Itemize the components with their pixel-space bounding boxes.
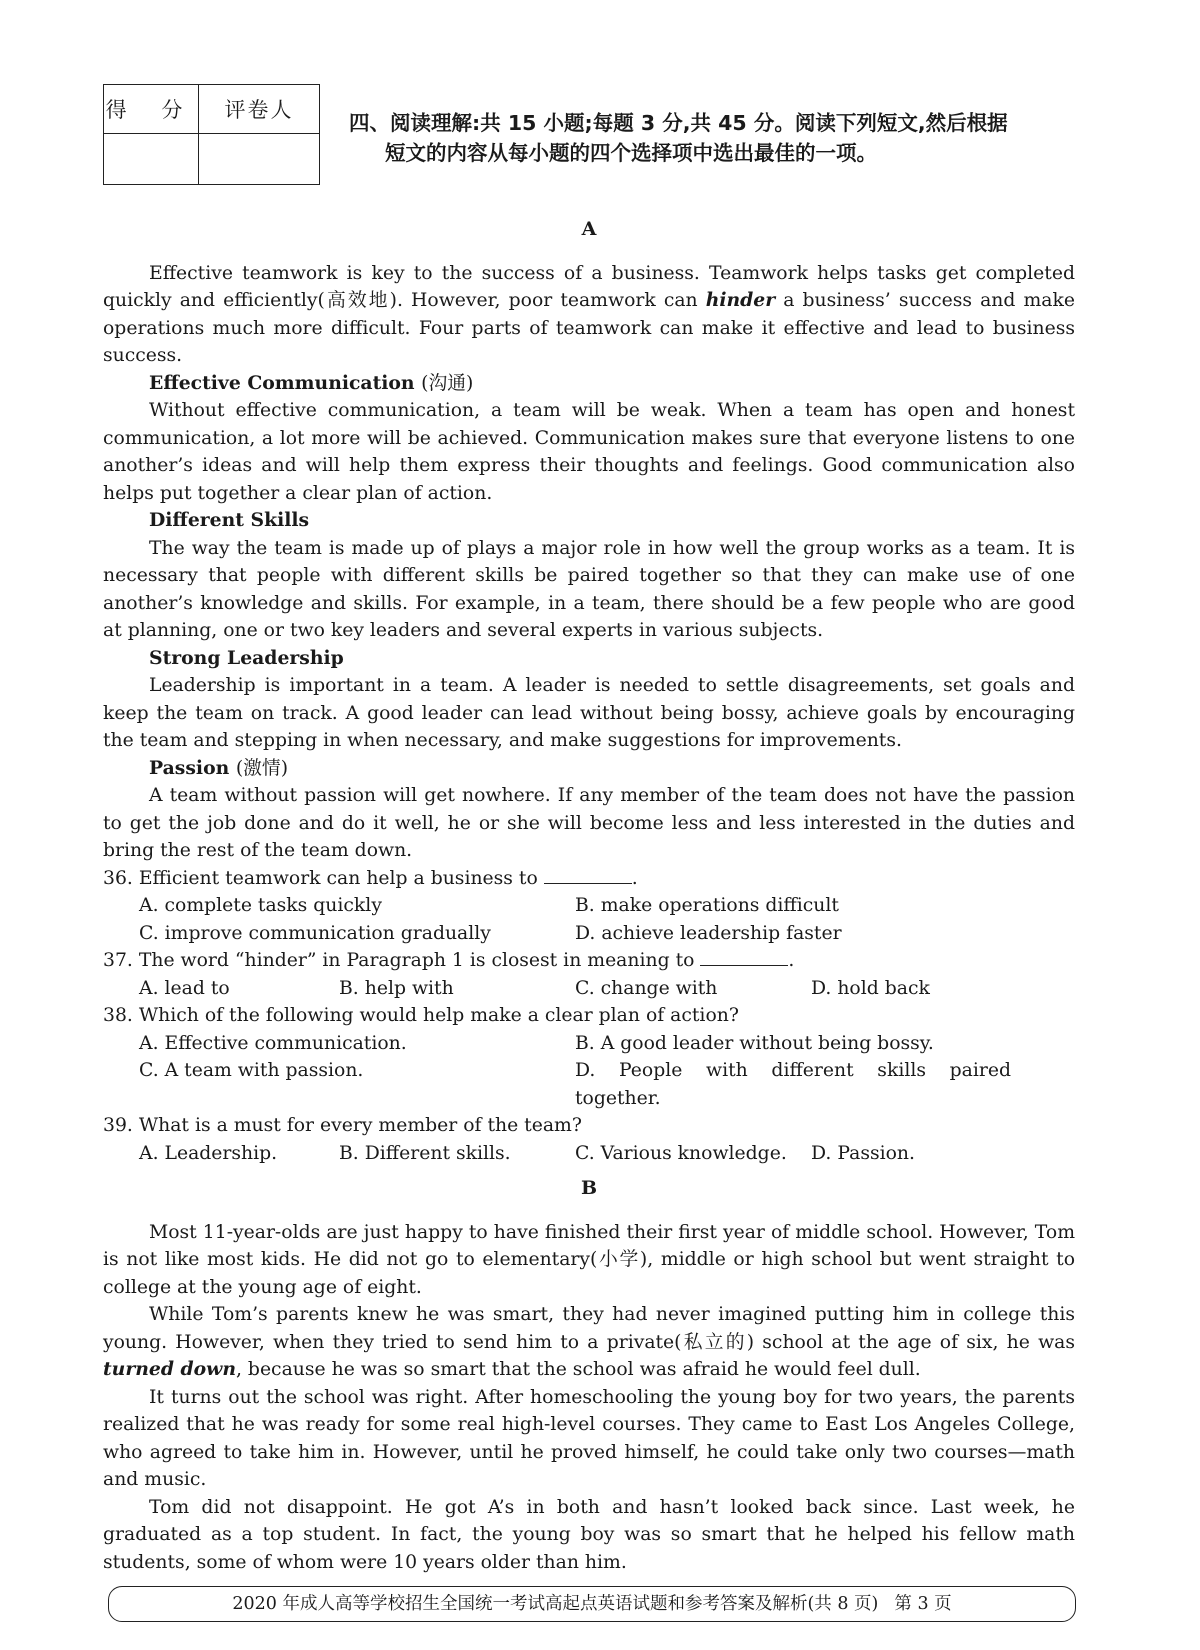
option-39-d[interactable]: D. Passion.: [811, 1142, 915, 1164]
option-39-c[interactable]: C. Various knowledge.: [575, 1142, 787, 1164]
question-38: 38. Which of the following would help make a clear plan of action?: [103, 1005, 739, 1026]
paragraph-leadership: Leadership is important in a team. A leader is needed to settle disagreements, set goals and keep the team on track. A good leader can lead without being bossy, achieve goals by encouraging the team and stepping in when necessary, and make suggestions for improvements.: [103, 675, 1075, 751]
option-38-b[interactable]: B. A good leader without being bossy.: [575, 1032, 934, 1054]
passage-b-p2: While Tom’s parents knew he was smart, they had never imagined putting him in college this young. However, when they tried to send him to a private(私立的) school at the age of six, he was turned down, because he was so smart that the school was afraid he would feel dull.: [103, 1304, 1075, 1380]
section-instructions: [349, 108, 1074, 168]
grader-header: 评卷人: [199, 85, 320, 134]
answer-blank[interactable]: [700, 947, 788, 966]
score-box: [103, 84, 320, 185]
subheading-communication: Effective Communication (沟通): [149, 371, 474, 394]
option-38-d[interactable]: D. People with different skills paired together.: [575, 1060, 1011, 1109]
page-number: 第 3 页: [894, 1594, 952, 1614]
option-39-a[interactable]: A. Leadership.: [139, 1142, 278, 1164]
answer-blank[interactable]: [544, 865, 632, 884]
passage-b-p3: It turns out the school was right. After homeschooling the young boy for two years, the parents realized that he was ready for some real high-level courses. They came to East Los Angeles College, who agreed to take him in. However, until he proved himself, he could take only two courses—math and music.: [103, 1386, 1075, 1490]
option-37-b[interactable]: B. help with: [339, 977, 454, 999]
option-36-b[interactable]: B. make operations difficult: [575, 895, 839, 916]
option-36-c[interactable]: C. improve communication gradually: [139, 922, 491, 944]
hinder-word: hinder: [705, 289, 776, 311]
turned-down-phrase: turned down: [103, 1358, 236, 1380]
option-38-c[interactable]: C. A team with passion.: [139, 1060, 364, 1081]
subheading-passion: Passion (激情): [149, 756, 289, 779]
options-36-row1: [103, 892, 1075, 920]
option-36-d[interactable]: D. achieve leadership faster: [575, 922, 842, 944]
options-39: [103, 1140, 1075, 1168]
question-36: 36. Efficient teamwork can help a business to .: [103, 865, 1075, 893]
question-37: 37. The word “hinder” in Paragraph 1 is closest in meaning to .: [103, 947, 1075, 975]
question-39: 39. What is a must for every member of the team?: [103, 1115, 582, 1136]
option-37-c[interactable]: C. change with: [575, 977, 718, 999]
paragraph-passion: A team without passion will get nowhere. If any member of the team does not have the passion to get the job done and do it well, he or she will become less and less interested in the duties and bring the rest of the team down.: [103, 785, 1075, 861]
grader-cell[interactable]: [199, 134, 320, 185]
options-38-row2: [103, 1057, 1075, 1112]
score-cell[interactable]: [104, 134, 199, 185]
option-38-a[interactable]: A. Effective communication.: [139, 1032, 407, 1054]
options-37: [103, 975, 1075, 1003]
footer-text: 2020 年成人高等学校招生全国统一考试高起点英语试题和参考答案及解析(共 8 页): [232, 1594, 879, 1614]
subheading-skills: Different Skills: [149, 509, 310, 531]
options-38-row1: [103, 1030, 1075, 1058]
paragraph-skills: The way the team is made up of plays a major role in how well the group works as a team. It is necessary that people with different skills be paired together so that they can make use of one another’s knowledge and skills. For example, in a team, there should be a few people who are good at planning, one or two key leaders and several experts in various subjects.: [103, 537, 1075, 641]
score-header: 得 分: [104, 85, 199, 134]
options-36-row2: [103, 920, 1075, 948]
page-footer: [108, 1586, 1076, 1622]
instructions-line2: 短文的内容从每小题的四个选择项中选出最佳的一项。: [385, 141, 877, 165]
option-37-d[interactable]: D. hold back: [811, 977, 930, 999]
passage-b-p4: Tom did not disappoint. He got A’s in both and hasn’t looked back since. Last week, he graduated as a top student. In fact, the young boy was so smart that he helped his fellow math students, some of whom were 10 years older than him.: [103, 1496, 1075, 1573]
passage-a-intro: Effective teamwork is key to the success of a business. Teamwork helps tasks get completed quickly and efficiently(高效地). However, poor teamwork can hinder a business’ success and make operations much more difficult. Four parts of teamwork can make it effective and lead to business success.: [103, 262, 1076, 366]
reading-content: [103, 216, 1075, 1576]
paragraph-communication: Without effective communication, a team will be weak. When a team has open and honest communication, a lot more will be achieved. Communication makes sure that everyone listens to one another’s ideas and will help them express their thoughts and feelings. Good communication also helps put together a clear plan of action.: [103, 400, 1075, 504]
passage-b-title: B: [580, 1177, 598, 1199]
instructions-line1: 四、阅读理解:共 15 小题;每题 3 分,共 45 分。阅读下列短文,然后根据: [349, 111, 1008, 135]
option-36-a[interactable]: A. complete tasks quickly: [139, 895, 382, 916]
passage-a-title: A: [581, 218, 597, 240]
passage-b-p1: Most 11-year-olds are just happy to have finished their first year of middle school. However, Tom is not like most kids. He did not go to elementary(小学), middle or high school but went straight to college at the young age of eight.: [103, 1221, 1075, 1298]
option-37-a[interactable]: A. lead to: [139, 977, 230, 999]
subheading-leadership: Strong Leadership: [149, 646, 344, 669]
option-39-b[interactable]: B. Different skills.: [339, 1142, 511, 1164]
